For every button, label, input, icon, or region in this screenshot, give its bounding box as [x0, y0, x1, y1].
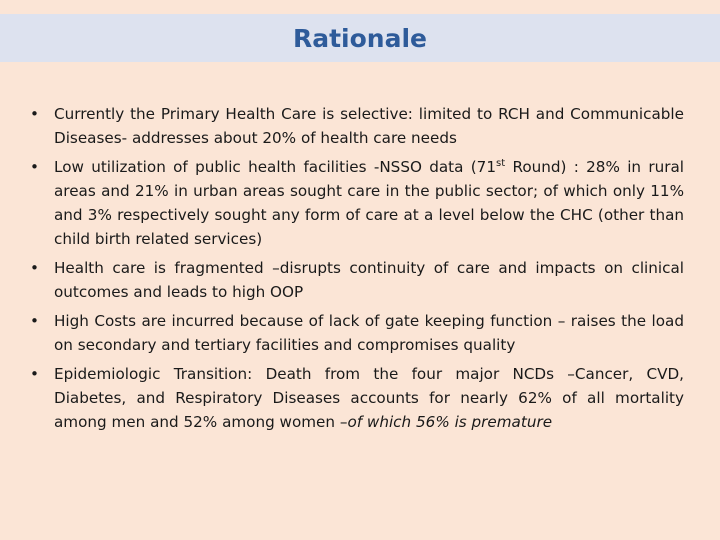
bullet-marker: •	[30, 259, 39, 277]
bullet-marker: •	[30, 365, 39, 383]
bullet-text: Health care is fragmented –disrupts continuity of care and impacts on clinical outcomes and leads to high OOP	[54, 259, 684, 301]
emphasis-text: of which 56% is premature	[347, 413, 553, 431]
bullet-item	[30, 155, 684, 251]
bullet-text: Currently the Primary Health Care is selective: limited to RCH and Communicable Diseases- addresses about 20% of health care needs	[54, 105, 684, 147]
bullet-marker: •	[30, 158, 39, 176]
bullet-text	[54, 365, 684, 431]
bullet-text: High Costs are incurred because of lack of gate keeping function – raises the load on secondary and tertiary facilities and compromises quality	[54, 312, 684, 354]
bullet-marker: •	[30, 312, 39, 330]
bullet-text	[54, 158, 684, 248]
bullet-text-part: Round) : 28% in rural areas and 21% in urban areas sought care in the public sector; of which only 11% and 3% respectively sought any form of care at a level below the CHC (other than child birth related services)	[54, 158, 684, 248]
superscript: st	[496, 157, 506, 169]
bullet-marker: •	[30, 105, 39, 123]
bullet-item	[30, 102, 684, 150]
bullet-item	[30, 362, 684, 434]
bullet-list	[30, 102, 684, 439]
bullet-text-part: Low utilization of public health facilities -NSSO data (71	[54, 158, 496, 176]
bullet-text-part: Epidemiologic Transition: Death from the four major NCDs –Cancer, CVD, Diabetes, and Respiratory Diseases accounts for nearly 62% of all mortality among men and 52% among women –	[54, 365, 684, 431]
bullet-item	[30, 256, 684, 304]
bullet-item	[30, 309, 684, 357]
title-bar	[0, 14, 720, 62]
slide-title: Rationale	[292, 23, 427, 53]
